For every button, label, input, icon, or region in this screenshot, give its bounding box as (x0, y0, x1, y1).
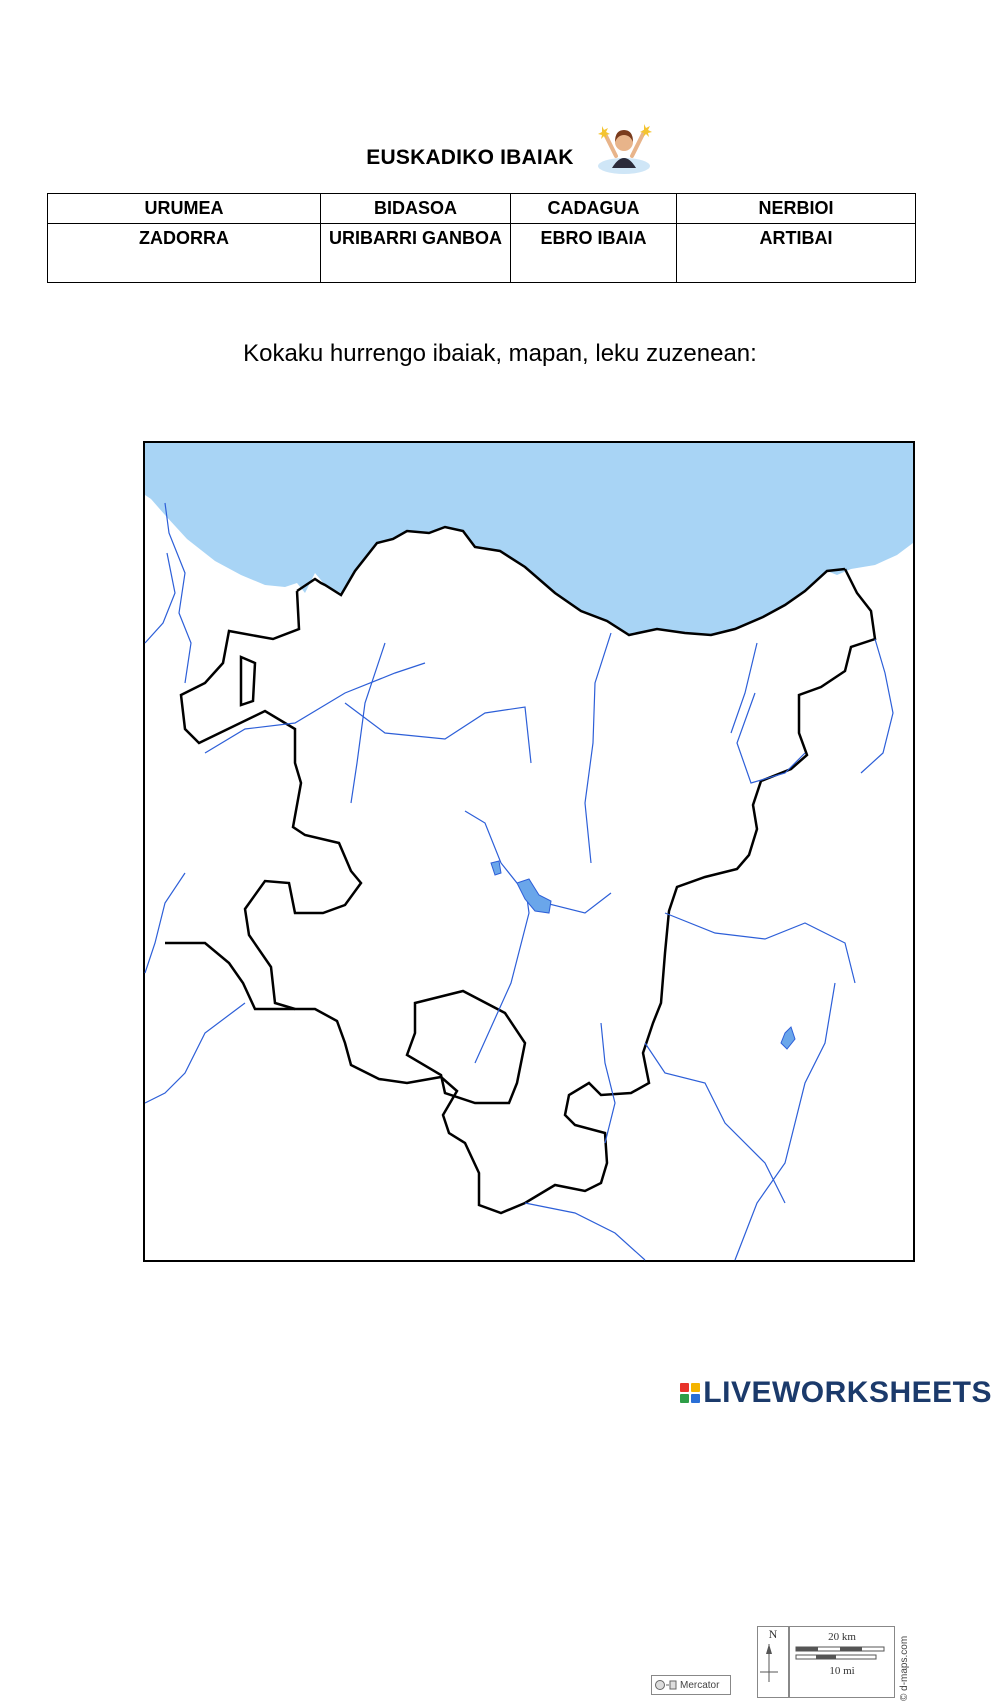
projection-icon (655, 1679, 677, 1691)
projection-label: Mercator (680, 1679, 720, 1691)
worksheet-title (0, 146, 940, 170)
north-label: N (768, 1627, 778, 1641)
scale-km-label: 20 km (828, 1631, 856, 1643)
table-cell: URUMEA (48, 194, 321, 224)
table-cell: EBRO IBAIA (511, 224, 677, 283)
table-cell: NERBIOI (677, 194, 916, 224)
liveworksheets-logo-icon (680, 1383, 700, 1403)
map-svg (145, 443, 913, 1260)
reservoir-lake (491, 861, 501, 875)
credit-label-box (896, 1613, 910, 1703)
worksheet-title-text: EUSKADIKO IBAIAK (366, 146, 574, 169)
projection-box (651, 1675, 731, 1695)
sea-area (145, 443, 913, 635)
reservoir-lake (517, 879, 551, 913)
bitmoji-avatar-icon (594, 118, 654, 176)
scale-mi-label: 10 mi (829, 1665, 855, 1677)
table-cell: BIDASOA (321, 194, 511, 224)
rivers-table (47, 193, 916, 283)
table-cell: ARTIBAI (677, 224, 916, 283)
map-credit-text: © d-maps.com (899, 1635, 910, 1701)
table-row (48, 194, 916, 224)
table-cell: CADAGUA (511, 194, 677, 224)
province-border (407, 991, 525, 1103)
north-arrow-box (757, 1626, 789, 1698)
compass-rose-icon (758, 1642, 780, 1684)
scale-bar-icon (790, 1643, 890, 1665)
province-border (241, 657, 255, 705)
river-network (145, 503, 893, 1260)
province-border (165, 569, 875, 1213)
table-row (48, 224, 916, 283)
liveworksheets-brand[interactable] (680, 1376, 992, 1410)
brand-text: LIVEWORKSHEETS (703, 1376, 992, 1409)
table-cell: URIBARRI GANBOA (321, 224, 511, 283)
reservoir-lake (781, 1027, 795, 1049)
instruction-text: Kokaku hurrengo ibaiak, mapan, leku zuzenean: (243, 340, 757, 367)
table-cell: ZADORRA (48, 224, 321, 283)
scale-bar-box (789, 1626, 895, 1698)
